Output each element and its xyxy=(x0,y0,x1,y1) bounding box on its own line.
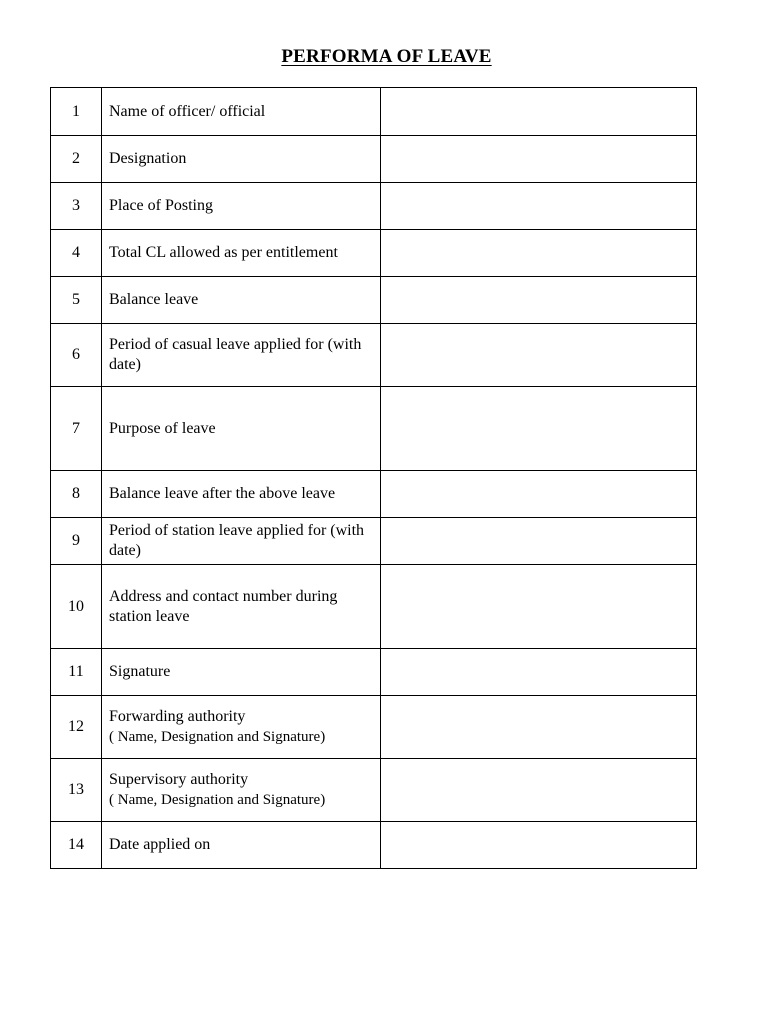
field-value-cell[interactable] xyxy=(381,471,697,518)
row-number: 2 xyxy=(51,136,102,183)
field-label xyxy=(102,565,381,649)
row-number: 13 xyxy=(51,759,102,822)
table-row xyxy=(51,471,697,518)
row-number: 11 xyxy=(51,649,102,696)
form-title: PERFORMA OF LEAVE xyxy=(281,46,492,67)
field-label xyxy=(102,387,381,471)
field-label-text: Total CL allowed as per entitlement xyxy=(109,244,338,261)
field-label xyxy=(102,518,381,565)
field-label xyxy=(102,230,381,277)
table-row xyxy=(51,696,697,759)
field-value-cell[interactable] xyxy=(381,136,697,183)
field-sublabel: ( Name, Designation and Signature) xyxy=(109,729,326,745)
row-number: 14 xyxy=(51,822,102,869)
row-number: 8 xyxy=(51,471,102,518)
field-label xyxy=(102,759,381,822)
field-label-text: Period of casual leave applied for (with date) xyxy=(109,336,362,373)
field-value-cell[interactable] xyxy=(381,696,697,759)
row-number: 10 xyxy=(51,565,102,649)
row-number: 7 xyxy=(51,387,102,471)
table-row xyxy=(51,387,697,471)
table-row xyxy=(51,649,697,696)
field-value-cell[interactable] xyxy=(381,277,697,324)
field-label-text: Signature xyxy=(109,663,171,680)
field-label xyxy=(102,649,381,696)
table-row xyxy=(51,822,697,869)
field-label-text: Supervisory authority xyxy=(109,771,249,788)
field-label-text: Balance leave xyxy=(109,291,199,308)
table-row xyxy=(51,565,697,649)
field-label xyxy=(102,324,381,387)
row-number: 5 xyxy=(51,277,102,324)
field-label xyxy=(102,136,381,183)
field-value-cell[interactable] xyxy=(381,183,697,230)
field-value-cell[interactable] xyxy=(381,230,697,277)
field-label-text: Date applied on xyxy=(109,836,211,853)
field-label xyxy=(102,471,381,518)
field-label xyxy=(102,183,381,230)
field-label-text: Place of Posting xyxy=(109,197,213,214)
field-label xyxy=(102,277,381,324)
table-row xyxy=(51,230,697,277)
table-row xyxy=(51,759,697,822)
row-number: 4 xyxy=(51,230,102,277)
row-number: 1 xyxy=(51,88,102,136)
field-label-text: Forwarding authority xyxy=(109,708,246,725)
field-value-cell[interactable] xyxy=(381,324,697,387)
field-label xyxy=(102,822,381,869)
field-value-cell[interactable] xyxy=(381,649,697,696)
field-label-text: Period of station leave applied for (with date) xyxy=(109,522,365,559)
row-number: 9 xyxy=(51,518,102,565)
table-row xyxy=(51,88,697,136)
row-number: 6 xyxy=(51,324,102,387)
row-number: 3 xyxy=(51,183,102,230)
field-label-text: Designation xyxy=(109,150,187,167)
table-row xyxy=(51,183,697,230)
row-number: 12 xyxy=(51,696,102,759)
field-label xyxy=(102,88,381,136)
field-sublabel: ( Name, Designation and Signature) xyxy=(109,792,326,808)
field-label-text: Address and contact number during station leave xyxy=(109,587,338,625)
leave-form-table xyxy=(50,87,697,869)
field-label-text: Balance leave after the above leave xyxy=(109,485,336,502)
field-value-cell[interactable] xyxy=(381,565,697,649)
table-row xyxy=(51,277,697,324)
field-value-cell[interactable] xyxy=(381,387,697,471)
table-row xyxy=(51,518,697,565)
field-value-cell[interactable] xyxy=(381,88,697,136)
table-row xyxy=(51,136,697,183)
table-row xyxy=(51,324,697,387)
field-label-text: Purpose of leave xyxy=(109,419,216,437)
field-value-cell[interactable] xyxy=(381,518,697,565)
field-value-cell[interactable] xyxy=(381,822,697,869)
field-label xyxy=(102,696,381,759)
field-label-text: Name of officer/ official xyxy=(109,102,266,120)
field-value-cell[interactable] xyxy=(381,759,697,822)
